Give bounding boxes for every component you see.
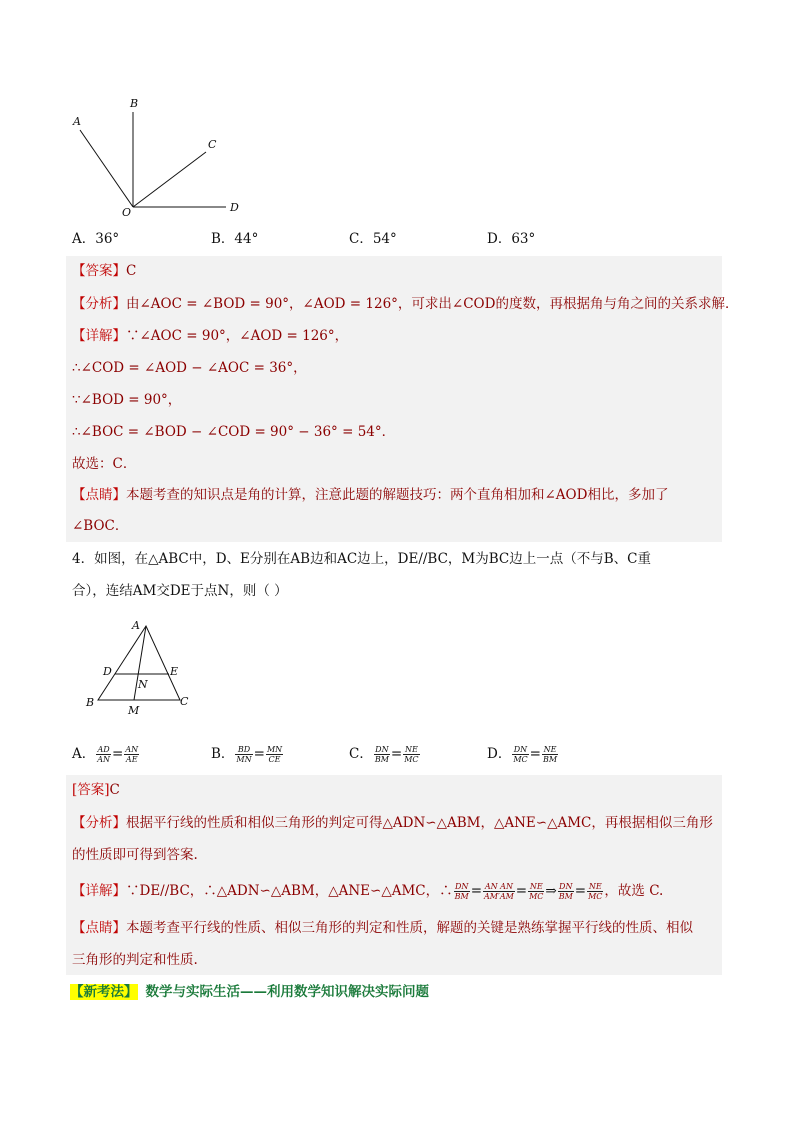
q3-detail-header: 【详解】∵∠AOC = 90°，∠AOD = 126°， (72, 328, 349, 344)
ray-oa (80, 130, 133, 207)
q4-option-b: B． $\frac{BD}{MN}$ = $\frac{MN}{CE}$ (211, 745, 283, 764)
q4-option-c: C． $\frac{DN}{BM}$ = $\frac{NE}{MC}$ (349, 745, 419, 764)
q3-detail-line: ∵∠BOD = 90°， (72, 392, 182, 408)
q4-option-a: A． $\frac{AD}{AN}$ = $\frac{AN}{AE}$ (72, 745, 139, 764)
q4-stem-line2: 合），连结AM交DE于点N，则（ ） (72, 583, 288, 599)
q4-solution-box (66, 775, 722, 975)
q3-answer: 【答案】C (72, 263, 137, 279)
label-d: D (230, 201, 239, 214)
angle-figure (66, 94, 256, 220)
label-a: A (73, 115, 81, 128)
q3-detail-line: ∴∠COD = ∠AOD − ∠AOC = 36°， (72, 360, 307, 376)
q3-comment-cont: ∠BOC． (72, 518, 129, 534)
q3-option-c: C．54° (349, 231, 397, 247)
section-title: 数学与实际生活——利用数学知识解决实际问题 (145, 984, 429, 1000)
q4-stem-line1: 4．如图，在△ABC中，D、E分别在AB边和AC边上，DE//BC，M为BC边上一点（不与B、C重 (72, 551, 651, 567)
q3-detail-line: ∴∠BOC = ∠BOD − ∠COD = 90° − 36° = 54°． (72, 424, 396, 440)
section-heading (70, 983, 429, 1001)
label-c: C (180, 695, 189, 708)
q4-comment: 【点睛】本题考查平行线的性质、相似三角形的判定和性质，解题的关键是熟练掌握平行线的性质、相似 (72, 920, 693, 936)
label-m: M (128, 704, 140, 717)
section-badge: 【新考法】 (70, 984, 138, 1000)
label-o: O (122, 206, 132, 219)
label-n: N (138, 678, 148, 691)
q3-option-b: B．44° (211, 231, 259, 247)
q4-detail: 【详解】∵DE//BC，∴△ADN∽△ABM，△ANE∽△AMC，∴ $\frac{DN}{BM}$ = $\frac{\text{AN AN}}{AM'AM}$ = $\frac{NE}{MC}$ ⇒ $\frac{DN}{BM}$ = $\frac{NE}{MC}$ ，故选 C. (72, 882, 664, 901)
q3-comment: 【点睛】本题考查的知识点是角的计算，注意此题的解题技巧：两个直角相加和∠AOD相比，多加了 (72, 487, 669, 503)
q4-analysis: 【分析】根据平行线的性质和相似三角形的判定可得△ADN∽△ABM，△ANE∽△AMC，再根据相似三角形 (72, 815, 713, 831)
q4-answer: [答案]C (72, 782, 120, 798)
q3-option-d: D．63° (487, 231, 536, 247)
label-a: A (132, 619, 140, 632)
triangle-figure (80, 616, 200, 720)
label-e: E (170, 665, 179, 678)
q3-option-a: A．36° (72, 231, 120, 247)
q4-option-d: D． $\frac{DN}{MC}$ = $\frac{NE}{BM}$ (487, 745, 558, 764)
label-b: B (86, 696, 95, 709)
label-b: B (130, 97, 139, 110)
q3-analysis: 【分析】由∠AOC = ∠BOD = 90°，∠AOD = 126°，可求出∠COD的度数，再根据角与角之间的关系求解． (72, 296, 739, 312)
q4-analysis-cont: 的性质即可得到答案. (72, 847, 198, 863)
q4-comment-cont: 三角形的判定和性质. (72, 952, 198, 968)
label-c: C (208, 138, 217, 151)
ray-oc (133, 152, 206, 207)
label-d: D (103, 665, 112, 678)
q3-detail-line: 故选：C． (72, 456, 137, 472)
